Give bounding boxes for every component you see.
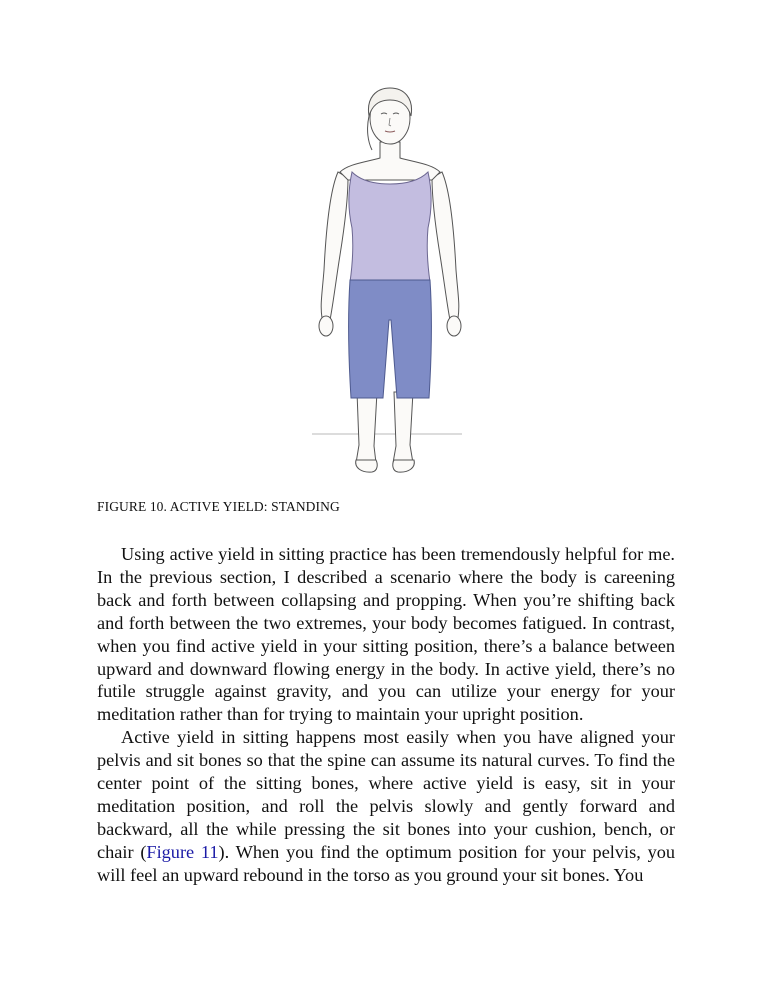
paragraph-1: Using active yield in sitting practice has been tremendously helpful for me. In the previous section, I described a scenario where the body is careening back and forth between collapsing and propping. When you’re shifting back and forth between the two extremes, your body becomes fatigued. In contrast, when you find active yield in your sitting position, there’s a balance between upward and downward flowing energy in the body. In active yield, there’s no futile struggle against gravity, and you can utilize your energy for your meditation rather than for trying to maintain your upright position.: [97, 544, 675, 725]
figure-illustration: [300, 80, 480, 485]
standing-woman-illustration: [300, 80, 480, 485]
body-text: [97, 543, 675, 887]
paragraph-2: [97, 726, 675, 886]
figure-caption: FIGURE 10. ACTIVE YIELD: STANDING: [97, 499, 340, 514]
figure-11-link[interactable]: Figure 11: [146, 841, 219, 862]
paragraph-2-end: ). When you find the optimum position for your pelvis, you will feel an upward rebound in the torso as you ground your sit bones. You: [97, 841, 675, 885]
paragraph-2-start: Active yield in sitting happens most easily when you have aligned your pelvis and sit bones so that the spine can assume its natural curves. To find the center point of the sitting bones, where active yield is easy, sit in your meditation position, and roll the pelvis slowly and gently forward and backward, all the while pressing the sit bones into your cushion, bench, or chair (: [97, 727, 675, 862]
